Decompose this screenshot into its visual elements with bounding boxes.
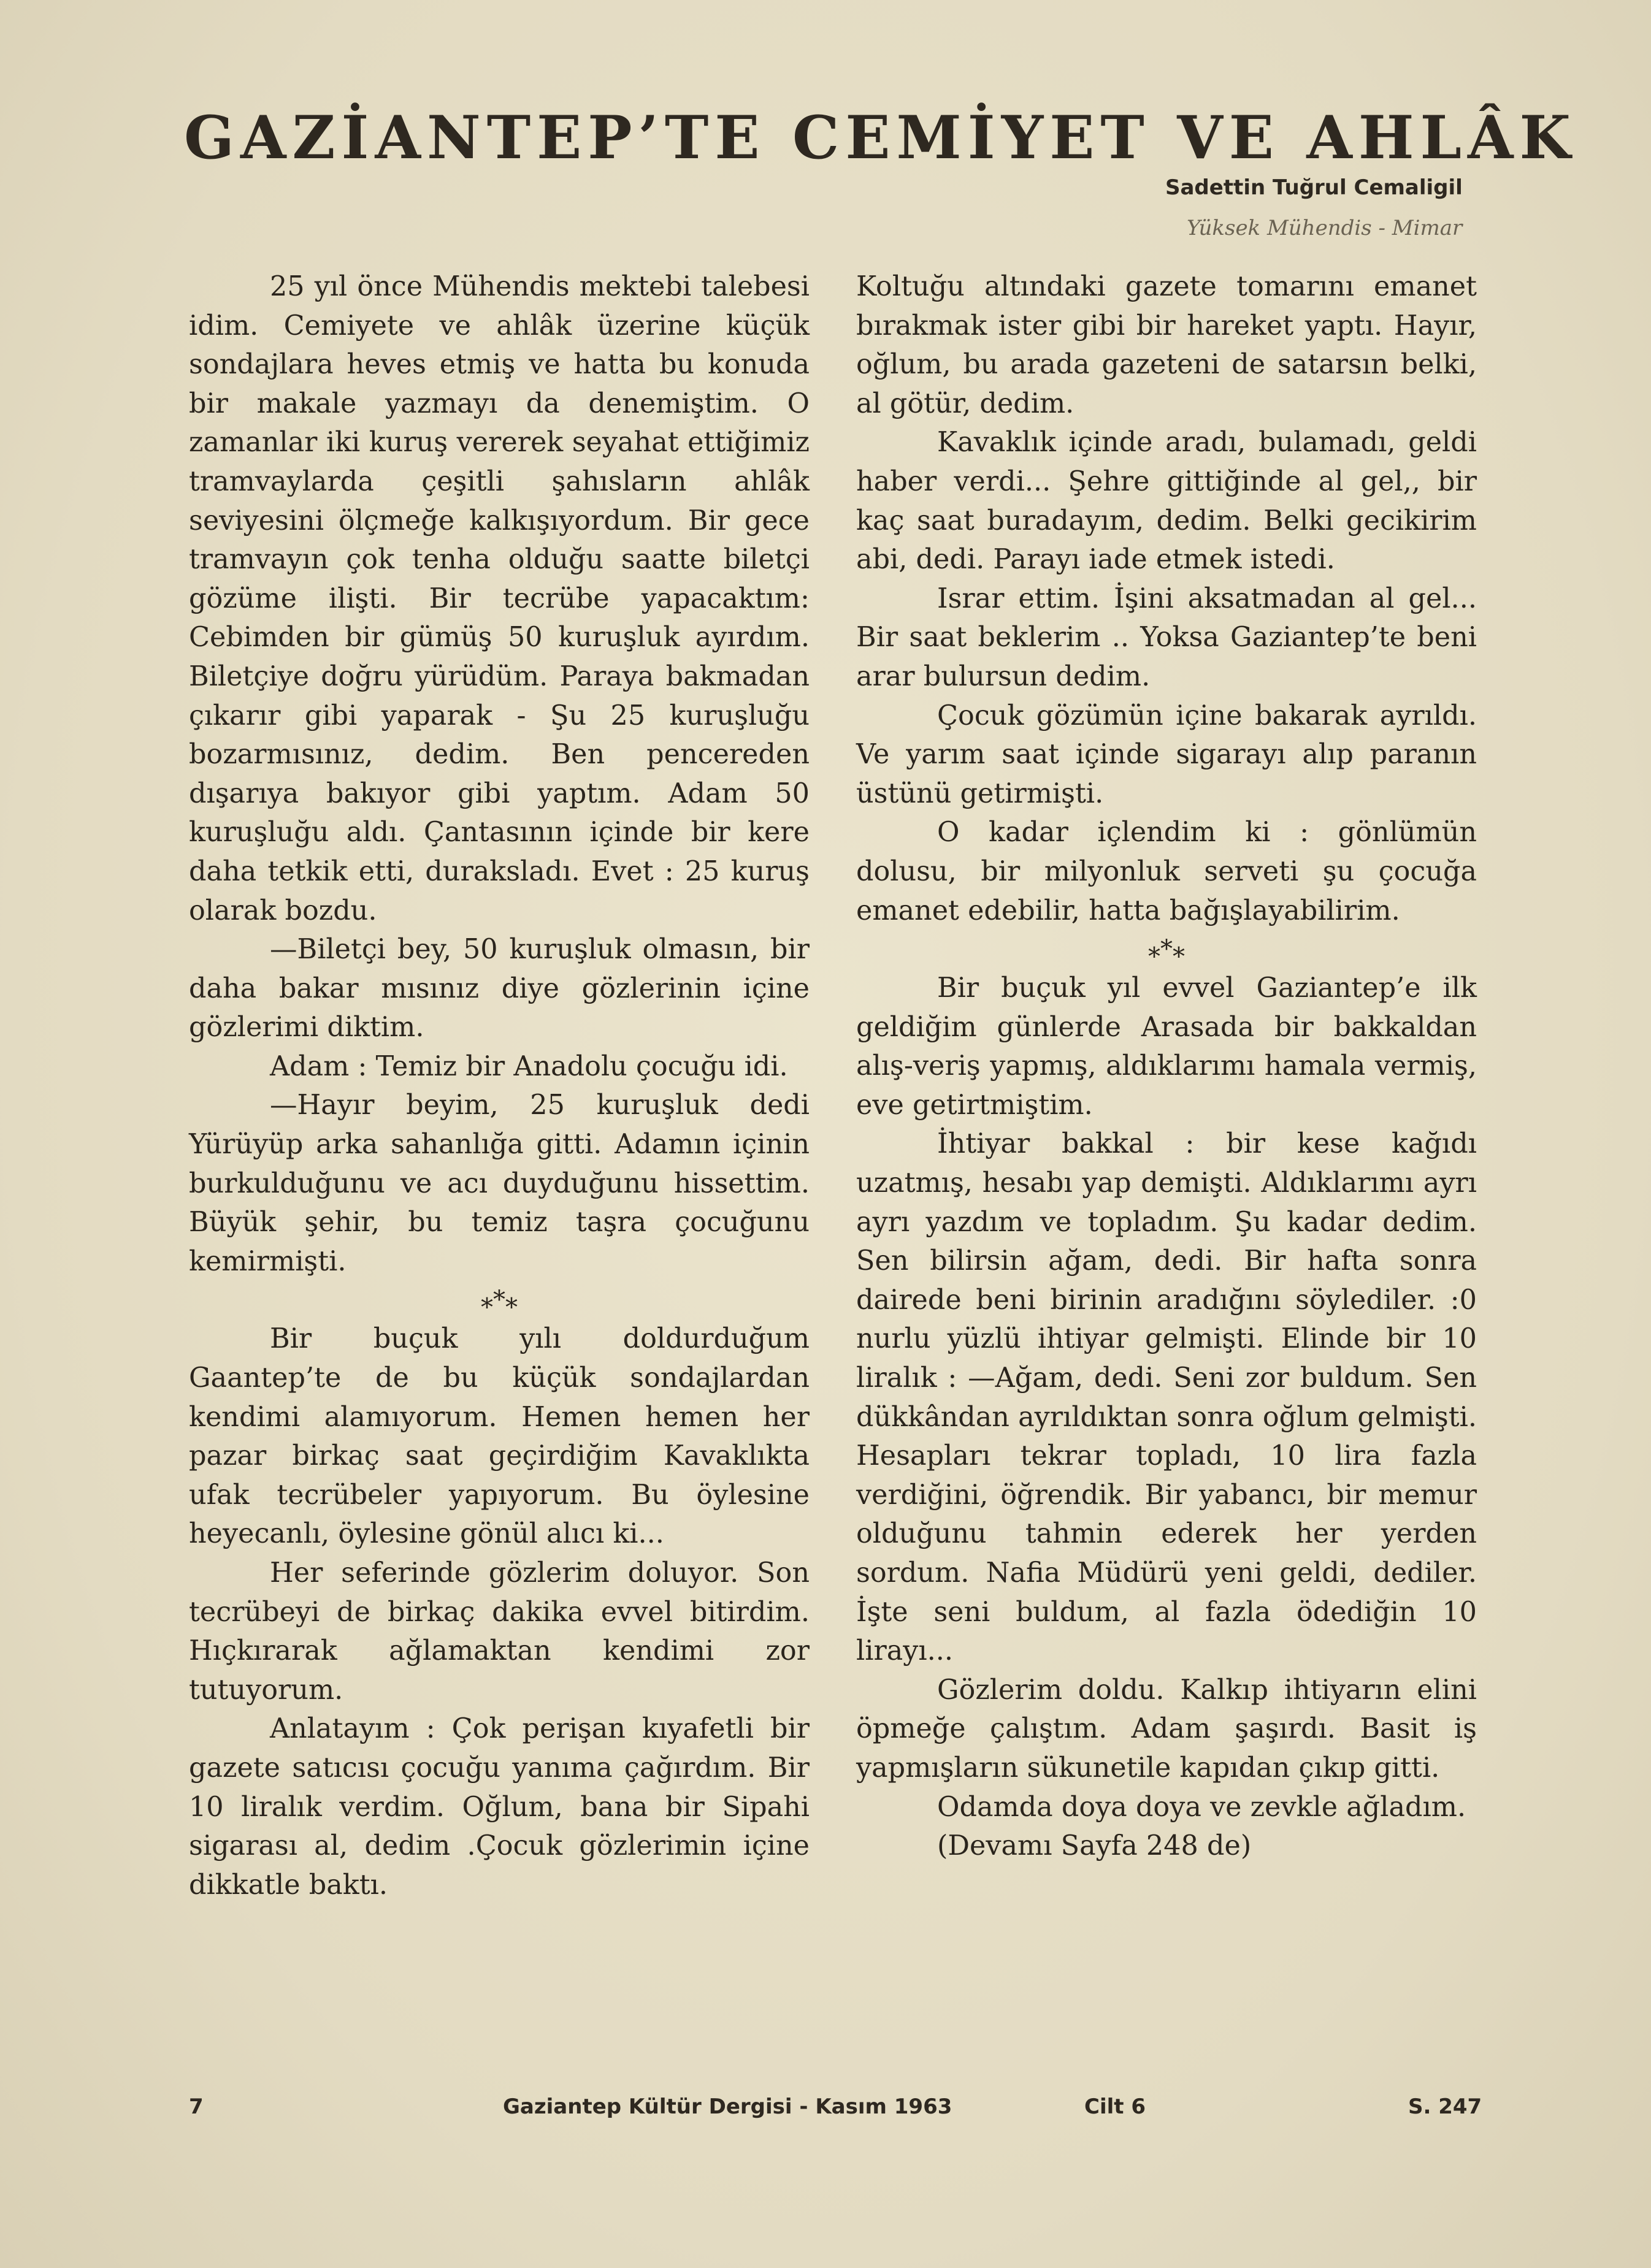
section-separator: ⁎*⁎ (481, 1286, 518, 1315)
page-number: 7 (189, 2094, 204, 2119)
paragraph: Çocuk gözümün içine bakarak ayrıldı. Ve yarım saat içinde sigarayı alıp paranın üstünü getirmişti. (856, 700, 1477, 809)
paragraph: Her seferinde gözlerim doluyor. Son tecrübeyi de birkaç dakika evvel bitirdim. Hıçkırarak ağlamaktan kendimi zor tutuyorum. (189, 1557, 810, 1706)
paragraph: Koltuğu altındaki gazete tomarını emanet bırakmak ister gibi bir hareket yaptı. Hayır, oğlum, bu arada gazeteni de satarsın belki, al götür, dedim. (856, 271, 1477, 419)
paragraph: —Hayır beyim, 25 kuruşluk dedi Yürüyüp arka sahanlığa gitti. Adamın içinin burkulduğunu ve acı duyduğunu hissettim. Büyük şehir, bu temiz taşra çocuğunu kemirmişti. (189, 1090, 810, 1277)
page-footer (0, 2094, 1651, 2131)
paragraph: Israr ettim. İşini aksatmadan al gel... Bir saat beklerim .. Yoksa Gaziantep’te beni arar bulursun dedim. (856, 582, 1477, 692)
volume-label: Cilt 6 (1084, 2094, 1146, 2119)
paragraph: Adam : Temiz bir Anadolu çocuğu idi. (270, 1050, 788, 1082)
paragraph: —Biletçi bey, 50 kuruşluk olmasın, bir daha bakar mısınız diye gözlerinin içine gözlerimi diktim. (189, 934, 810, 1044)
paragraph: Bir buçuk yılı doldurduğum Gaantep’te de bu küçük sondajlardan kendimi alamıyorum. Hemen hemen her pazar birkaç saat geçirdiğim Kavaklıkta ufak tecrübeler yapıyorum. Bu öylesine heyecanlı, öylesine gönül alıcı ki... (189, 1323, 810, 1550)
paragraph: 25 yıl önce Mühendis mektebi talebesi idim. Cemiyete ve ahlâk üzerine küçük sondajlara heves etmiş ve hatta bu konuda bir makale yazmayı da denemiştim. O zamanlar iki kuruş vererek seyahat ettiğimiz tramvaylarda çeşitli şahısların ahlâk seviyesini ölçmeğe kalkışıyordum. Bir gece tramvayın çok tenha olduğu saatte biletçi gözüme ilişti. Bir tecrübe yapacaktım: Cebimden bir gümüş 50 kuruşluk ayırdım. Biletçiye doğru yürüdüm. Paraya bakmadan çıkarır gibi yaparak - Şu 25 kuruşluğu bozarmısınız, dedim. Ben pencereden dışarıya bakıyor gibi yaptım. Adam 50 kuruşluğu aldı. Çantasının içinde bir kere daha tetkik etti, duraksladı. Evet : 25 kuruş olarak bozdu. (189, 271, 810, 926)
paragraph: Kavaklık içinde aradı, bulamadı, geldi haber verdi... Şehre gittiğinde al gel,, bir kaç saat buradayım, dedim. Belki gecikirim abi, dedi. Parayı iade etmek istedi. (856, 427, 1477, 576)
right-column (856, 267, 1477, 1866)
author-profession: Yüksek Mühendis - Mimar (1187, 216, 1463, 240)
paragraph: O kadar içlendim ki : gönlümün dolusu, bir milyonluk serveti şu çocuğa emanet edebilir, hatta bağışlayabilirim. (856, 817, 1477, 926)
paragraph: Gözlerim doldu. Kalkıp ihtiyarın elini öpmeğe çalıştım. Adam şaşırdı. Basit iş yapmışların sükunetile kapıdan çıkıp gitti. (856, 1674, 1477, 1784)
paragraph: Bir buçuk yıl evvel Gaziantep’e ilk geldiğim günlerde Arasada bir bakkaldan alış-veriş yapmış, aldıklarımı hamala vermiş, eve getirtmiştim. (856, 972, 1477, 1121)
article-title: GAZİANTEP’TE CEMİYET VE AHLÂK (184, 103, 1577, 172)
paragraph: Anlatayım : Çok perişan kıyafetli bir gazete satıcısı çocuğu yanıma çağırdım. Bir 10 liralık verdim. Oğlum, bana bir Sipahi sigarası al, dedim .Çocuk gözlerimin içine dikkatle baktı. (189, 1713, 810, 1901)
journal-info: Gaziantep Kültür Dergisi - Kasım 1963 (503, 2094, 952, 2119)
issue-page-label: S. 247 (1408, 2094, 1482, 2119)
left-column (189, 267, 810, 1904)
section-separator: ⁎*⁎ (1148, 935, 1185, 964)
paragraph: (Devamı Sayfa 248 de) (937, 1830, 1252, 1862)
paragraph: İhtiyar bakkal : bir kese kağıdı uzatmış, hesabı yap demişti. Aldıklarımı ayrı ayrı yazdım ve topladım. Şu kadar dedim. Sen bilirsin ağam, dedi. Bir hafta sonra dairede beni birinin aradığını söylediler. :0 nurlu yüzlü ihtiyar gelmişti. Elinde bir 10 liralık : —Ağam, dedi. Seni zor buldum. Sen dükkândan ayrıldıktan sonra oğlum gelmişti. Hesapları tekrar topladı, 10 lira fazla verdiğini, öğrendik. Bir yabancı, bir memur olduğunu tahmin ederek her yerden sordum. Nafia Müdürü yeni geldi, dediler. İşte seni buldum, al fazla ödediğin 10 lirayı... (856, 1128, 1477, 1667)
paragraph: Odamda doya doya ve zevkle ağladım. (937, 1791, 1466, 1823)
author-name: Sadettin Tuğrul Cemaligil (1165, 175, 1463, 200)
